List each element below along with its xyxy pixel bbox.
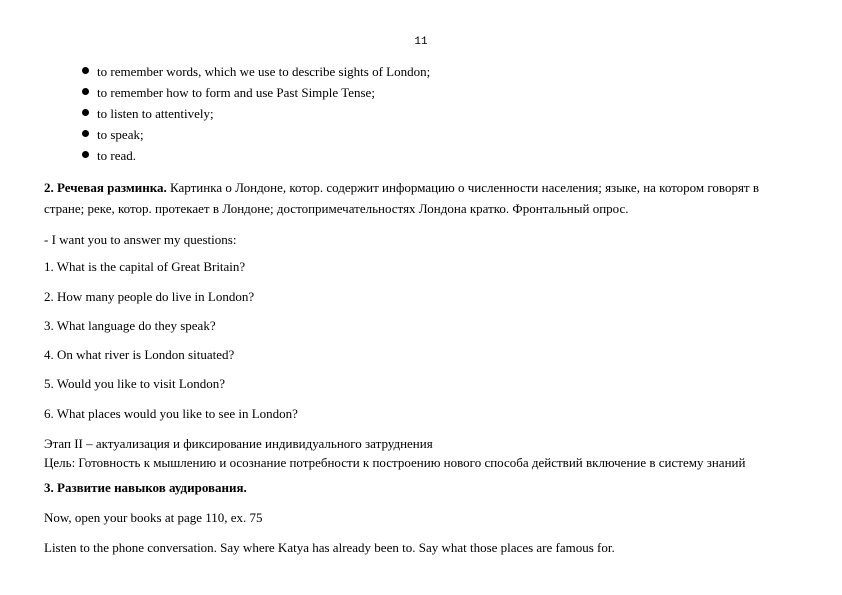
question-item: 5. Would you like to visit London? [44, 376, 226, 391]
warmup-paragraph-line2: стране; реке, котор. протекает в Лондоне; достопримечательностях Лондона кратко. Фронтальный опрос. [44, 201, 629, 216]
warmup-text: Картинка о Лондоне, котор. содержит информацию о численности населения; языке, на котором говорят в [166, 180, 759, 195]
list-item [80, 85, 430, 106]
questions-intro: - I want you to answer my questions: [44, 232, 237, 247]
objective-text: to remember words, which we use to describe sights of London; [97, 64, 431, 79]
objective-text: to remember how to form and use Past Simple Tense; [97, 85, 375, 100]
question-item: 2. How many people do live in London? [44, 289, 255, 304]
objective-text: to speak; [97, 127, 144, 142]
bullet-icon [82, 88, 89, 95]
listening-task: Listen to the phone conversation. Say where Katya has already been to. Say what those places are famous for. [44, 540, 615, 555]
list-item [80, 127, 430, 148]
list-item [80, 106, 430, 127]
warmup-heading: 2. Речевая разминка. [44, 180, 167, 195]
stage-goal: Цель: Готовность к мышлению и осознание потребности к построению нового способа действий включение в систему знаний [44, 455, 746, 470]
bullet-icon [82, 151, 89, 158]
page-number: 11 [414, 36, 428, 48]
stage-title: Этап II – актуализация и фиксирование индивидуального затруднения [44, 436, 433, 451]
bullet-icon [82, 130, 89, 137]
question-item: 1. What is the capital of Great Britain? [44, 259, 246, 274]
listening-heading: 3. Развитие навыков аудирования. [44, 480, 247, 495]
objective-text: to read. [97, 148, 136, 163]
warmup-paragraph-line1 [44, 180, 759, 195]
bullet-icon [82, 109, 89, 116]
list-item [80, 148, 430, 169]
bullet-icon [82, 67, 89, 74]
list-item [80, 64, 430, 85]
listening-instruction: Now, open your books at page 110, ex. 75 [44, 510, 263, 525]
question-item: 3. What language do they speak? [44, 318, 216, 333]
objective-text: to listen to attentively; [97, 106, 214, 121]
question-item: 6. What places would you like to see in London? [44, 406, 298, 421]
question-item: 4. On what river is London situated? [44, 347, 235, 362]
objectives-list [80, 64, 430, 169]
